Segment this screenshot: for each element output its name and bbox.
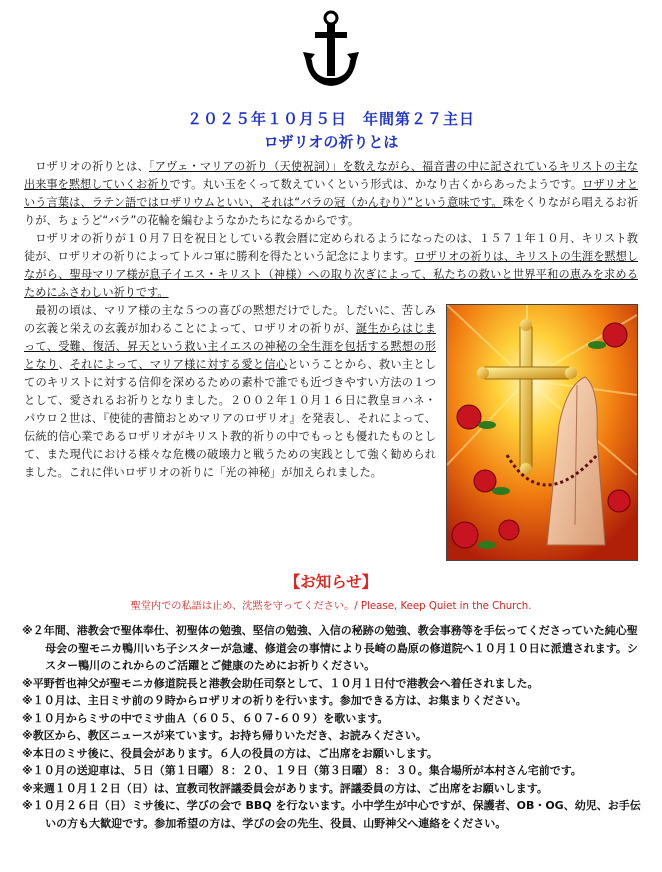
list-item: ※１０月２６日（日）ミサ後に、学びの会で BBQ を行ないます。小中学生が中心ですが、保護者、OB・OG、幼児、お手伝いの方も大歓迎です。参加希望の方は、学びの会の先生、役員、山野神父へ連絡をください。	[22, 799, 641, 830]
date-heading: ２０２５年１０月５日 年間第２７主日	[186, 110, 475, 128]
quiet-notice: 聖堂内での私語は止め、沈黙を守ってください。/ Please, Keep Quiet in the Church.	[130, 601, 532, 612]
praying-hands-cross-image	[446, 304, 638, 561]
notice-heading: 【お知らせ】	[284, 573, 378, 591]
paragraph-3: 最初の頃は、マリア様の主な５つの喜びの黙想だけでした。しだいに、苦しみの玄義と栄えの玄義が加わることによって、ロザリオの祈りが、誕生からはじまって、受難、復活、昇天という救い主イエスの神秘の全生涯を包括する黙想の形となり、それによって、マリア様に対する愛と信心ということから、救い主としてのキリストに対する信仰を深めるための素朴で誰でも近づきやすい方法の１つとして、愛されるお祈りとなりました。２００２年１０月１６日に教皇ヨハネ・パウロ２世は、『使徒的書簡おとめマリアのロザリオ』を発表し、それによって、伝統的信心業であるロザリオがキリスト教的祈りの中でもっとも優れたものとして、また現代における様々な危機の破壊力と戦うための実践として強く勧められました。これに伴いロザリオの祈りに「光の神秘」が加えられました。	[24, 304, 436, 479]
list-item: ※１０月の送迎車は、５日（第１日曜）８：２０、１９日（第３日曜）８：３０。集合場所が本村さん宅前です。	[22, 764, 582, 777]
bulletin-header	[0, 108, 662, 152]
list-item: ※２年間、港教会で聖体奉仕、初聖体の勉強、堅信の勉強、入信の秘跡の勉強、教会事務等を手伝ってくださっていた純心聖母会の聖モニカ鴨川いち子シスターが急遽、修道会の事情により長崎の島原の修道院へ１０月１０日に派遣されます。シスター鴨川のこれからのご活躍とご健康のためにお祈りください。	[22, 624, 638, 672]
list-item: ※１０月は、主日ミサ前の９時からロザリオの祈りを行います。参加できる方は、お集まりください。	[22, 694, 527, 707]
list-item: ※教区から、教区ニュースが来ています。お持ち帰りいただき、お読みください。	[22, 729, 427, 742]
article-title: ロザリオの祈りとは	[263, 133, 399, 151]
list-item: ※１０月からミサの中でミサ曲Ａ（６０５、６０７-６０９）を歌います。	[22, 711, 389, 725]
anchor-icon	[303, 10, 359, 90]
paragraph-1: ロザリオの祈りとは、「アヴェ・マリアの祈り（天使祝詞）」を数えながら、福音書の中に記されているキリストの主な出来事を黙想していくお祈りです。丸い玉をくって数えていくという形式は、かなり古くからあったようです。ロザリオという言葉は、ラテン語ではロザリウムといい、それは“バラの冠（かんむり）”という意味です。珠をくりながら唱えるお祈りが、ちょうど“バラ”の花輪を編むようなかたちになるからです。	[24, 160, 639, 227]
paragraph-2: ロザリオの祈りが１０月７日を祝日としている教会暦に定められるようになったのは、１５７１年１０月、キリスト教徒が、ロザリオの祈りによってトルコ軍に勝利を得たという記念によります。ロザリオの祈りは、キリストの生涯を黙想しながら、聖母マリア様が息子イエス・キリスト（神様）への取り次ぎによって、私たちの救いと世界平和の恵みを求めるためにふさわしい祈りです。	[24, 232, 638, 299]
list-item: ※平野哲也神父が聖モニカ修道院長と港教会助任司祭として、１０月１日付で港教会へ着任されました。	[22, 676, 539, 690]
list-item: ※来週１０月１２日（日）は、宣教司牧評議委員会があります。評議委員の方は、ご出席をお願いします。	[22, 781, 548, 795]
list-item: ※本日のミサ後に、役員会があります。６人の役員の方は、ご出席をお願いします。	[22, 746, 438, 760]
article-body	[24, 158, 638, 565]
announcement-list	[22, 622, 642, 832]
